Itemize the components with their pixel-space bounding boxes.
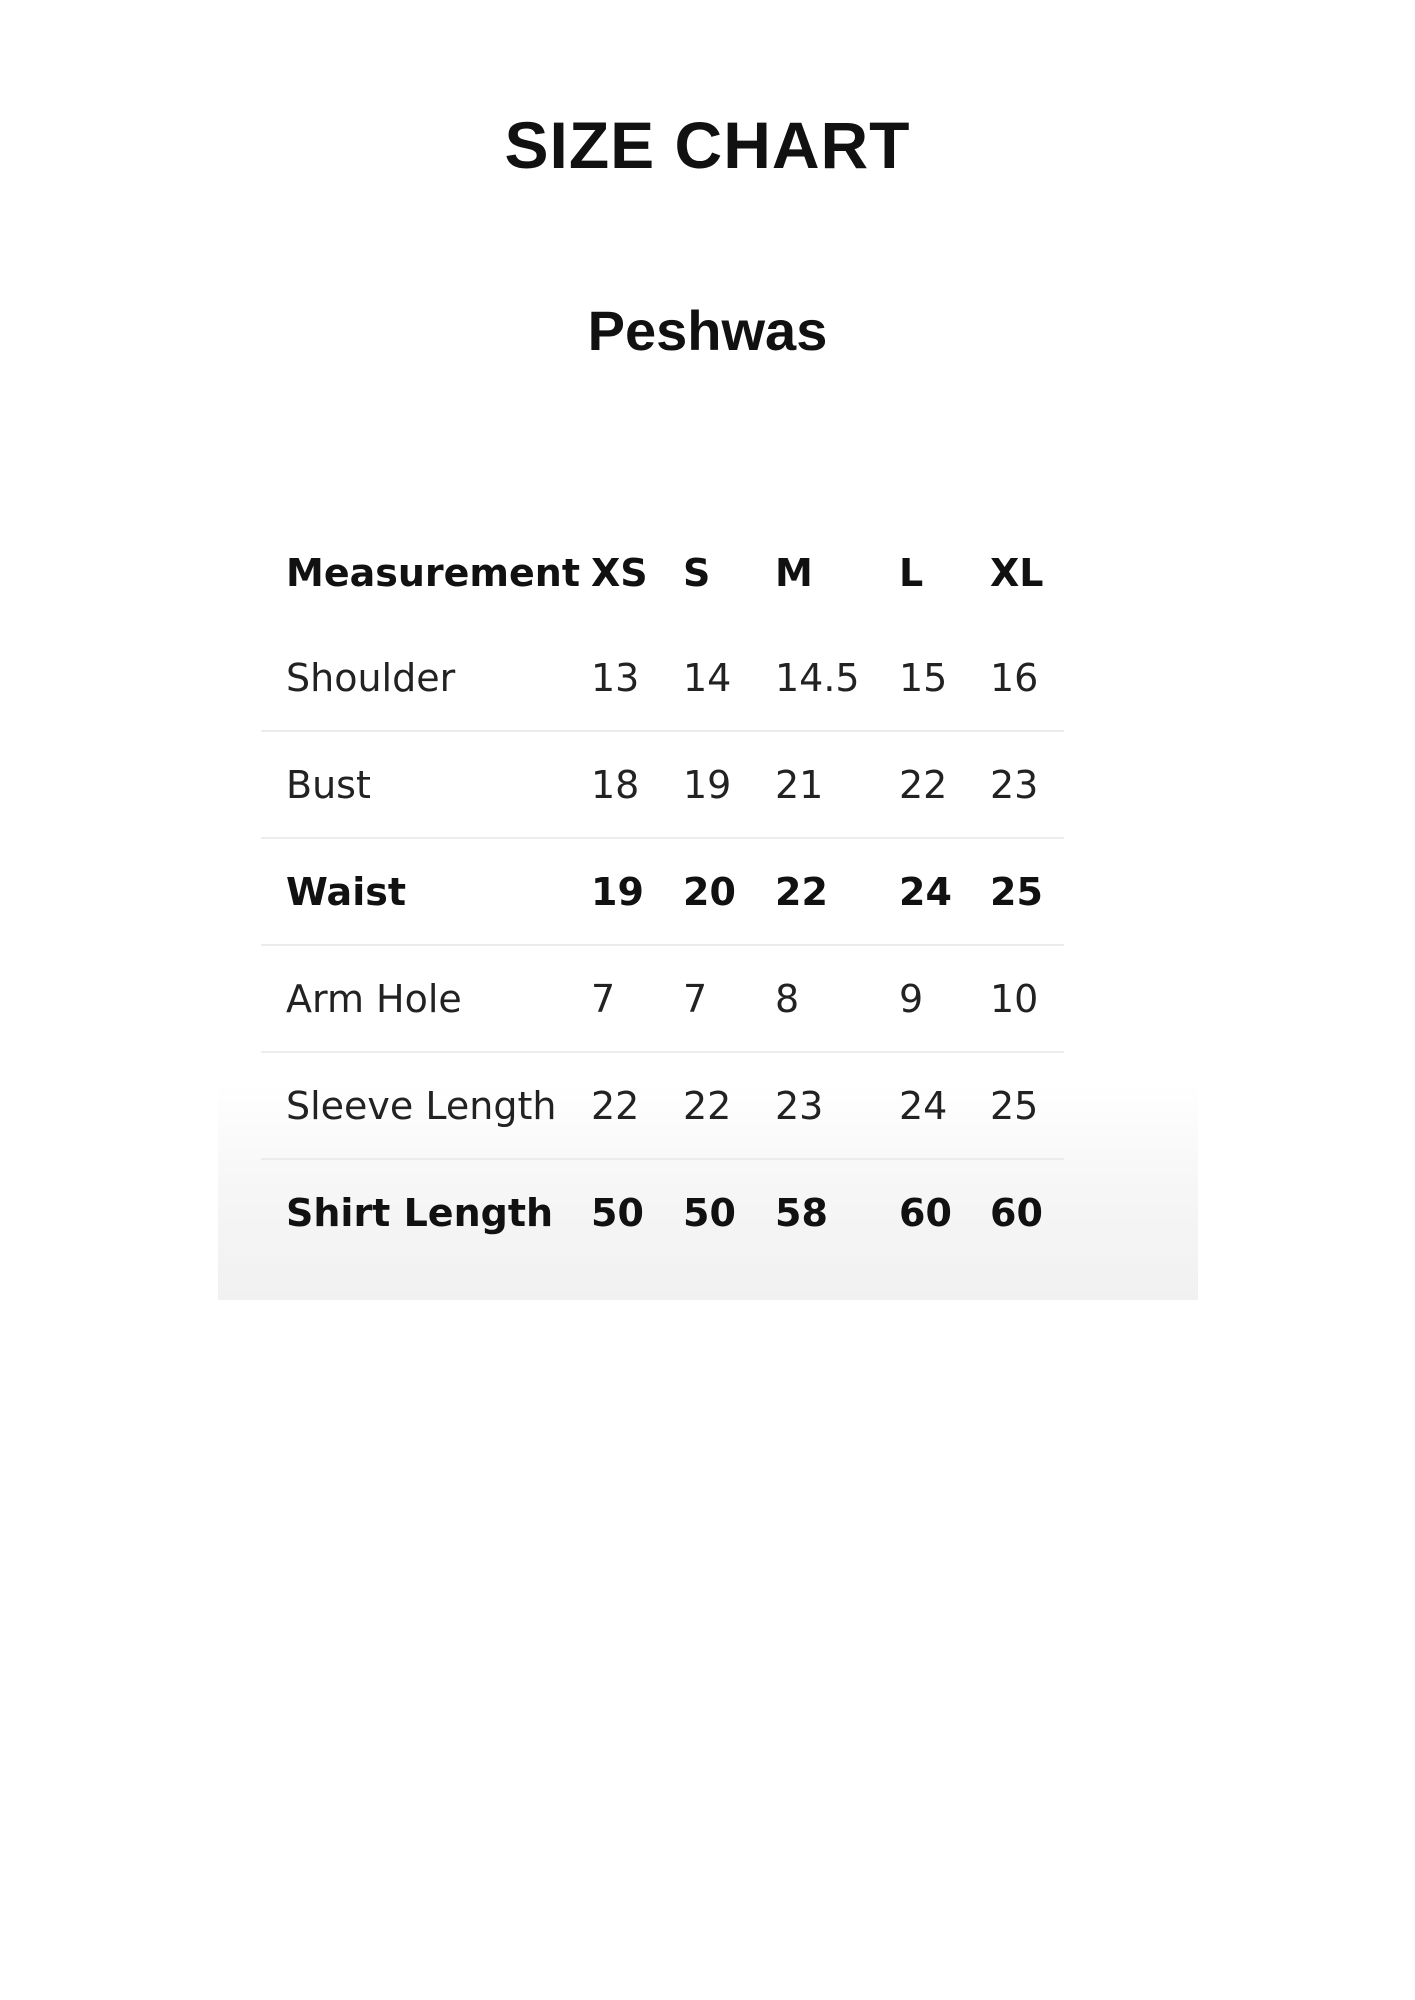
table-row-waist xyxy=(261,838,1064,945)
table-row-shirt-length xyxy=(261,1159,1064,1265)
cell-m: 8 xyxy=(775,976,800,1021)
header-size-xs: XS xyxy=(591,550,648,595)
cell-s: 7 xyxy=(683,976,708,1021)
cell-m: 58 xyxy=(775,1190,828,1235)
cell-xl: 10 xyxy=(990,976,1039,1021)
row-label: Bust xyxy=(286,762,371,807)
product-name: Peshwas xyxy=(587,299,828,362)
header-size-s: S xyxy=(683,550,711,595)
cell-xl: 60 xyxy=(990,1190,1043,1235)
cell-l: 24 xyxy=(899,869,952,914)
cell-xs: 13 xyxy=(591,655,640,700)
cell-xs: 50 xyxy=(591,1190,644,1235)
cell-xs: 18 xyxy=(591,762,640,807)
cell-xs: 19 xyxy=(591,869,644,914)
cell-s: 50 xyxy=(683,1190,736,1235)
header-size-l: L xyxy=(899,550,924,595)
table-row-shoulder xyxy=(261,625,1064,731)
row-label: Sleeve Length xyxy=(286,1083,557,1128)
cell-xl: 16 xyxy=(990,655,1039,700)
row-label: Shoulder xyxy=(286,655,456,700)
cell-l: 24 xyxy=(899,1083,948,1128)
header-measurement: Measurement xyxy=(286,550,580,595)
header-size-m: M xyxy=(775,550,813,595)
row-label: Arm Hole xyxy=(286,976,462,1021)
cell-m: 23 xyxy=(775,1083,824,1128)
cell-s: 14 xyxy=(683,655,732,700)
size-chart-table xyxy=(261,520,1064,1265)
cell-s: 20 xyxy=(683,869,736,914)
cell-s: 22 xyxy=(683,1083,732,1128)
header-size-xl: XL xyxy=(990,550,1044,595)
cell-xl: 23 xyxy=(990,762,1039,807)
cell-xs: 22 xyxy=(591,1083,640,1128)
cell-l: 9 xyxy=(899,976,924,1021)
table-row-bust xyxy=(261,731,1064,838)
cell-l: 22 xyxy=(899,762,948,807)
table-row-sleeve-length xyxy=(261,1052,1064,1159)
table-row-arm-hole xyxy=(261,945,1064,1052)
row-label: Waist xyxy=(286,869,407,914)
cell-l: 15 xyxy=(899,655,948,700)
row-label: Shirt Length xyxy=(286,1190,554,1235)
cell-xl: 25 xyxy=(990,869,1043,914)
cell-l: 60 xyxy=(899,1190,952,1235)
cell-s: 19 xyxy=(683,762,732,807)
cell-xl: 25 xyxy=(990,1083,1039,1128)
cell-xs: 7 xyxy=(591,976,616,1021)
page-title: SIZE CHART xyxy=(504,108,911,182)
cell-m: 21 xyxy=(775,762,824,807)
cell-m: 22 xyxy=(775,869,828,914)
cell-m: 14.5 xyxy=(775,655,860,700)
table-header-row xyxy=(261,520,1064,625)
